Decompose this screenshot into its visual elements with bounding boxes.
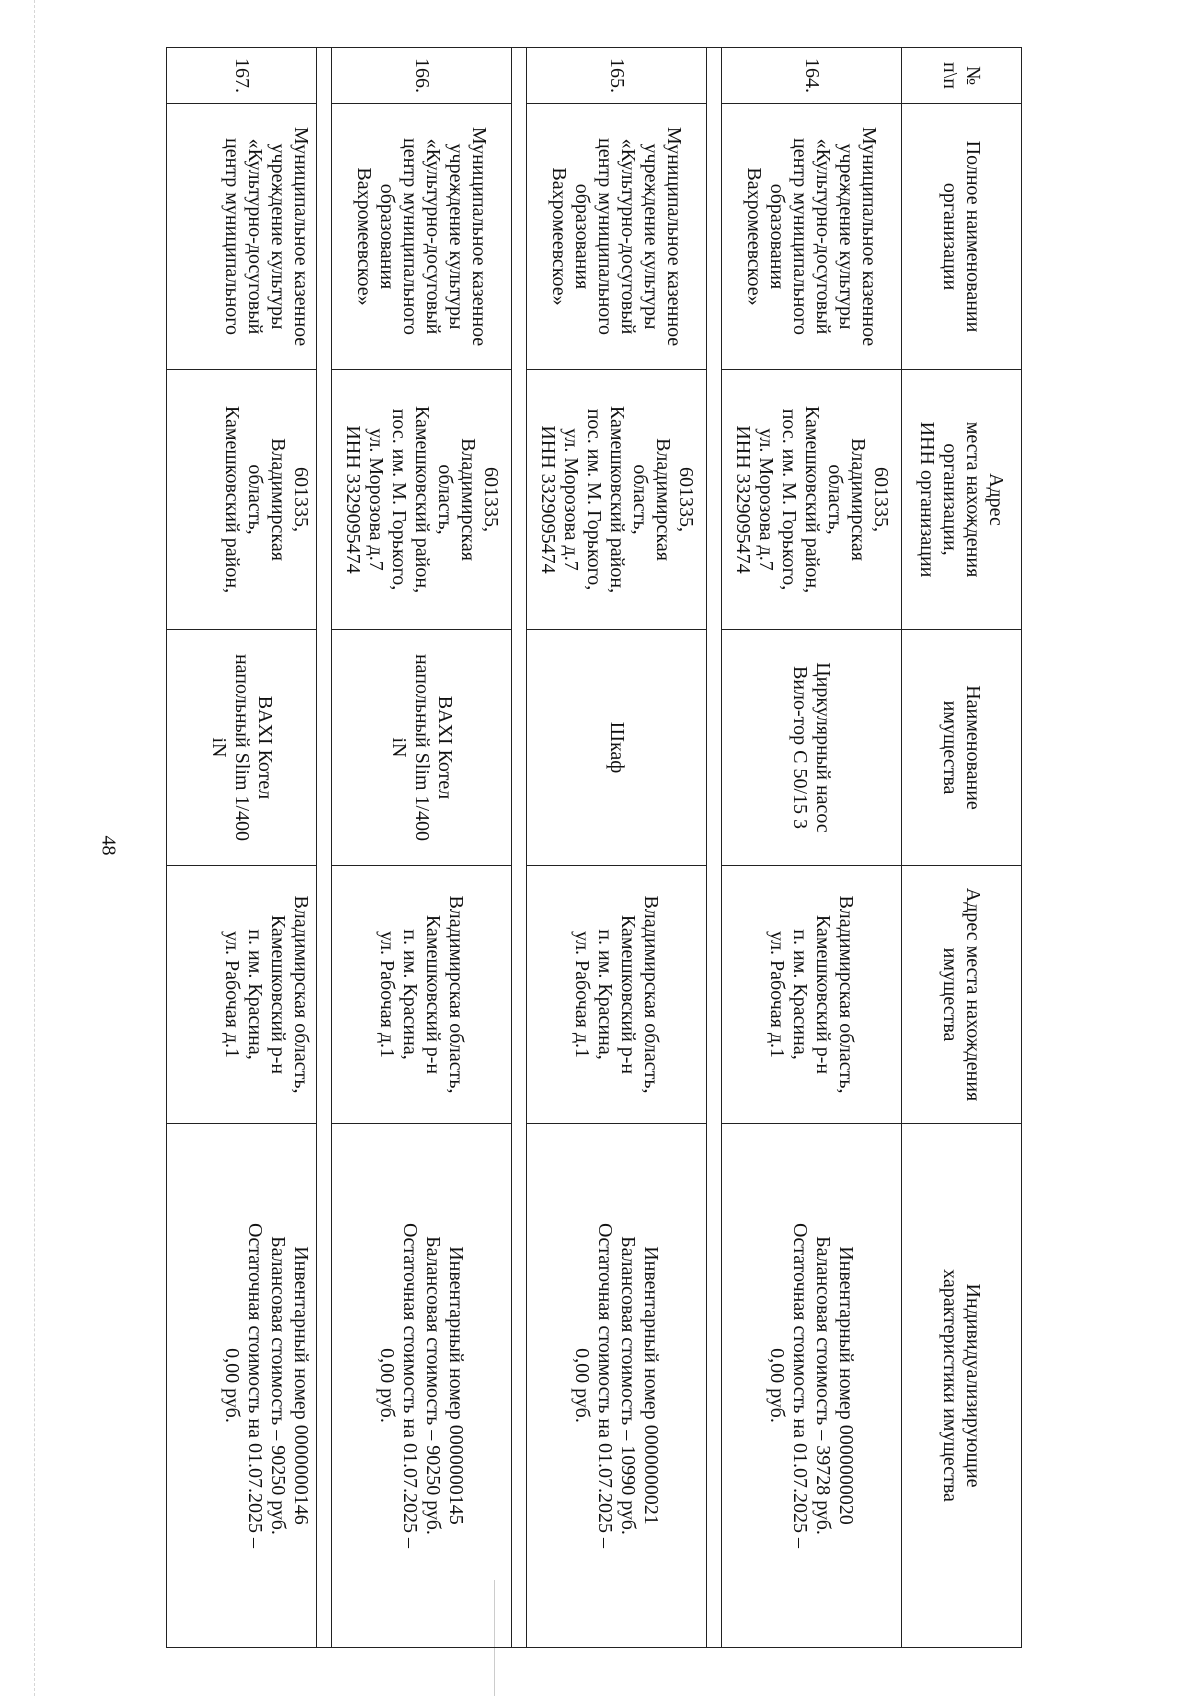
org-address: 601335, Владимирская область, Камешковский район, пос. им. М. Горького, ул. Морозова д.7 ИНН 3329095474 — [527, 370, 707, 630]
property-characteristics: Инвентарный номер 0000000020 Балансовая стоимость – 39728 руб. Остаточная стоимость на 01.07.2025 – 0,00 руб. — [722, 1124, 902, 1648]
property-name: BAXI Котел напольный Slim 1/400 iN — [332, 630, 512, 866]
property-address: Владимирская область, Камешковский р-н п. им. Красина, ул. Рабочая д.1 — [167, 866, 317, 1124]
register-table — [166, 47, 1022, 1648]
org-name: Муниципальное казенное учреждение культуры «Культурно-досуговый центр муниципального образования Вахромеевское» — [527, 104, 707, 370]
property-name: Циркулярный насос Вило-тор С 50/15 3 — [722, 630, 902, 866]
scan-artifact-line — [34, 0, 35, 1696]
property-register-table — [179, 47, 1022, 1647]
table-row — [167, 48, 317, 1648]
row-separator — [317, 48, 332, 1648]
property-address: Владимирская область, Камешковский р-н п. им. Красина, ул. Рабочая д.1 — [332, 866, 512, 1124]
org-name: Муниципальное казенное учреждение культуры «Культурно-досуговый центр муниципального — [167, 104, 317, 370]
property-name: Шкаф — [527, 630, 707, 866]
org-address: 601335, Владимирская область, Камешковский район, пос. им. М. Горького, ул. Морозова д.7 ИНН 3329095474 — [332, 370, 512, 630]
header-org-address: Адрес места нахождения организации, ИНН организации — [902, 370, 1022, 630]
property-characteristics: Инвентарный номер 0000000021 Балансовая стоимость – 10990 руб. Остаточная стоимость на 01.07.2025 – 0,00 руб. — [527, 1124, 707, 1648]
row-number: 166. — [332, 48, 512, 104]
row-number: 165. — [527, 48, 707, 104]
header-property-name: Наименование имущества — [902, 630, 1022, 866]
table-row — [527, 48, 707, 1648]
property-address: Владимирская область, Камешковский р-н п. им. Красина, ул. Рабочая д.1 — [722, 866, 902, 1124]
header-org: Полное наименовании организации — [902, 104, 1022, 370]
row-separator — [512, 48, 527, 1648]
header-characteristics: Индивидуализирующие характеристики имущества — [902, 1124, 1022, 1648]
row-number: 164. — [722, 48, 902, 104]
table-row — [332, 48, 512, 1648]
org-name: Муниципальное казенное учреждение культуры «Культурно-досуговый центр муниципального образования Вахромеевское» — [332, 104, 512, 370]
header-property-address: Адрес места нахождения имущества — [902, 866, 1022, 1124]
row-number: 167. — [167, 48, 317, 104]
header-num: № п\п — [902, 48, 1022, 104]
header-row — [902, 48, 1022, 1648]
table-row — [722, 48, 902, 1648]
org-name: Муниципальное казенное учреждение культуры «Культурно-досуговый центр муниципального образования Вахромеевское» — [722, 104, 902, 370]
property-characteristics: Инвентарный номер 0000000146 Балансовая стоимость – 90250 руб. Остаточная стоимость на 01.07.2025 – 0,00 руб. — [167, 1124, 317, 1648]
page-number: 48 — [97, 835, 120, 856]
row-separator — [707, 48, 722, 1648]
property-characteristics: Инвентарный номер 0000000145 Балансовая стоимость – 90250 руб. Остаточная стоимость на 01.07.2025 – 0,00 руб. — [332, 1124, 512, 1648]
property-name: BAXI Котел напольный Slim 1/400 iN — [167, 630, 317, 866]
property-address: Владимирская область, Камешковский р-н п. им. Красина, ул. Рабочая д.1 — [527, 866, 707, 1124]
org-address: 601335, Владимирская область, Камешковский район, пос. им. М. Горького, ул. Морозова д.7 ИНН 3329095474 — [722, 370, 902, 630]
org-address: 601335, Владимирская область, Камешковский район, — [167, 370, 317, 630]
